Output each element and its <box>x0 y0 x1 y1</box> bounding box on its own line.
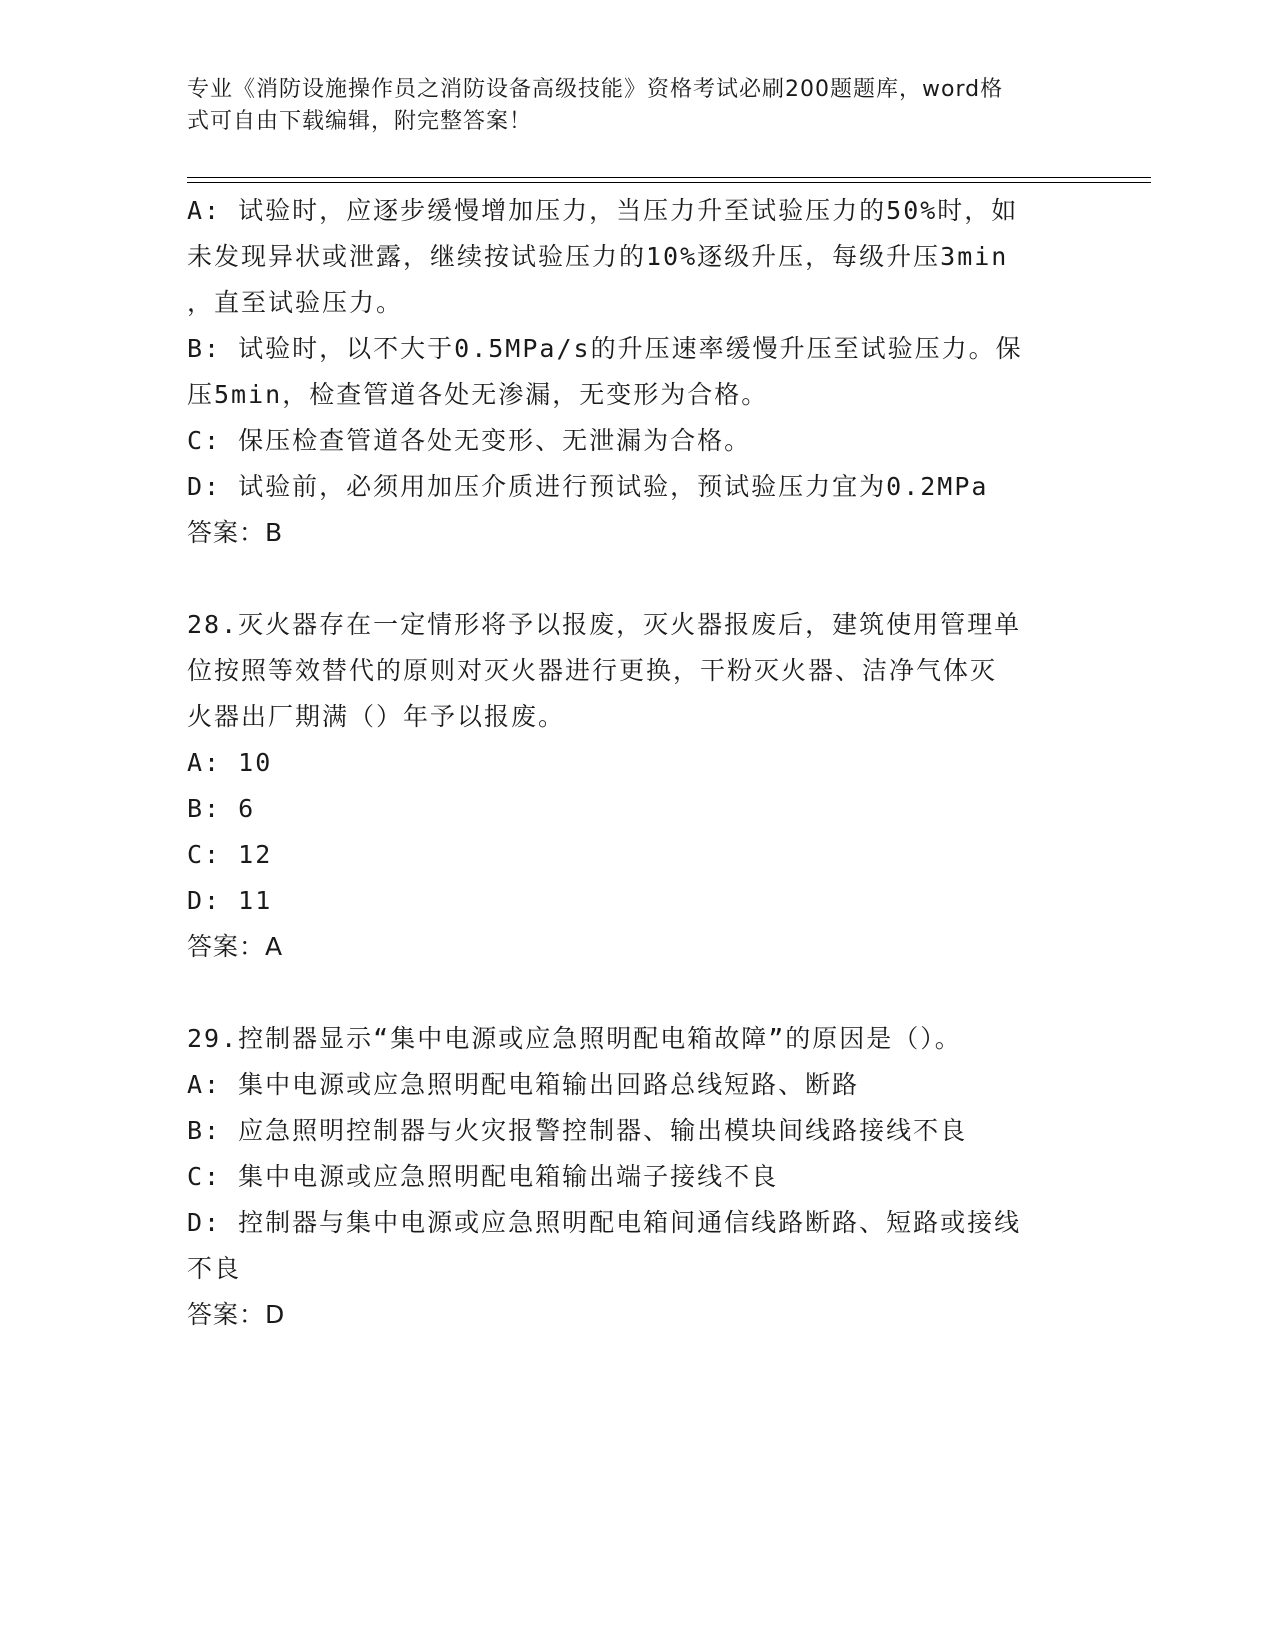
question-29 <box>187 1016 1072 1338</box>
option-c: C: 集中电源或应急照明配电箱输出端子接线不良 <box>187 1162 779 1191</box>
option-a-line-2: 未发现异状或泄露，继续按试验压力的10%逐级升压，每级升压3min <box>187 242 1009 271</box>
option-d-line-2: 不良 <box>187 1254 242 1283</box>
option-b-line-2: 压5min，检查管道各处无渗漏，无变形为合格。 <box>187 380 769 409</box>
question-stem-line-3: 火器出厂期满（）年予以报废。 <box>187 702 566 731</box>
option-d: D: 11 <box>187 886 273 915</box>
option-a-line-1: A: 试验时，应逐步缓慢增加压力，当压力升至试验压力的50%时，如 <box>187 196 1019 225</box>
header-divider-top <box>187 177 1151 178</box>
answer-label: 答案：D <box>187 1300 286 1329</box>
option-c: C: 保压检查管道各处无变形、无泄漏为合格。 <box>187 426 752 455</box>
option-b: B: 6 <box>187 794 256 823</box>
option-a: A: 10 <box>187 748 273 777</box>
option-a: A: 集中电源或应急照明配电箱输出回路总线短路、断路 <box>187 1070 860 1099</box>
option-d: D: 试验前，必须用加压介质进行预试验，预试验压力宜为0.2MPa <box>187 472 989 501</box>
question-stem-line-1: 28.灭火器存在一定情形将予以报废，灭火器报废后，建筑使用管理单 <box>187 610 1022 639</box>
question-27 <box>187 188 1072 556</box>
answer-label: 答案：B <box>187 518 284 547</box>
header-divider-bottom <box>187 182 1151 183</box>
header-line-1: 专业《消防设施操作员之消防设备高级技能》资格考试必刷200题题库，word格 <box>187 77 1004 102</box>
option-b: B: 应急照明控制器与火灾报警控制器、输出模块间线路接线不良 <box>187 1116 968 1145</box>
option-b-line-1: B: 试验时，以不大于0.5MPa/s的升压速率缓慢升压至试验压力。保 <box>187 334 1023 363</box>
option-a-line-3: ，直至试验压力。 <box>187 288 404 317</box>
answer-label: 答案：A <box>187 932 284 961</box>
question-spacer <box>187 556 1072 602</box>
option-d-line-1: D: 控制器与集中电源或应急照明配电箱间通信线路断路、短路或接线 <box>187 1208 1022 1237</box>
question-content <box>187 188 1072 1338</box>
question-28 <box>187 602 1072 970</box>
question-stem-line-2: 位按照等效替代的原则对灭火器进行更换，干粉灭火器、洁净气体灭 <box>187 656 998 685</box>
option-c: C: 12 <box>187 840 273 869</box>
header-line-2: 式可自由下载编辑，附完整答案！ <box>187 109 533 134</box>
question-spacer <box>187 970 1072 1016</box>
document-header <box>187 74 1067 138</box>
question-stem: 29.控制器显示“集中电源或应急照明配电箱故障”的原因是（）。 <box>187 1024 962 1053</box>
